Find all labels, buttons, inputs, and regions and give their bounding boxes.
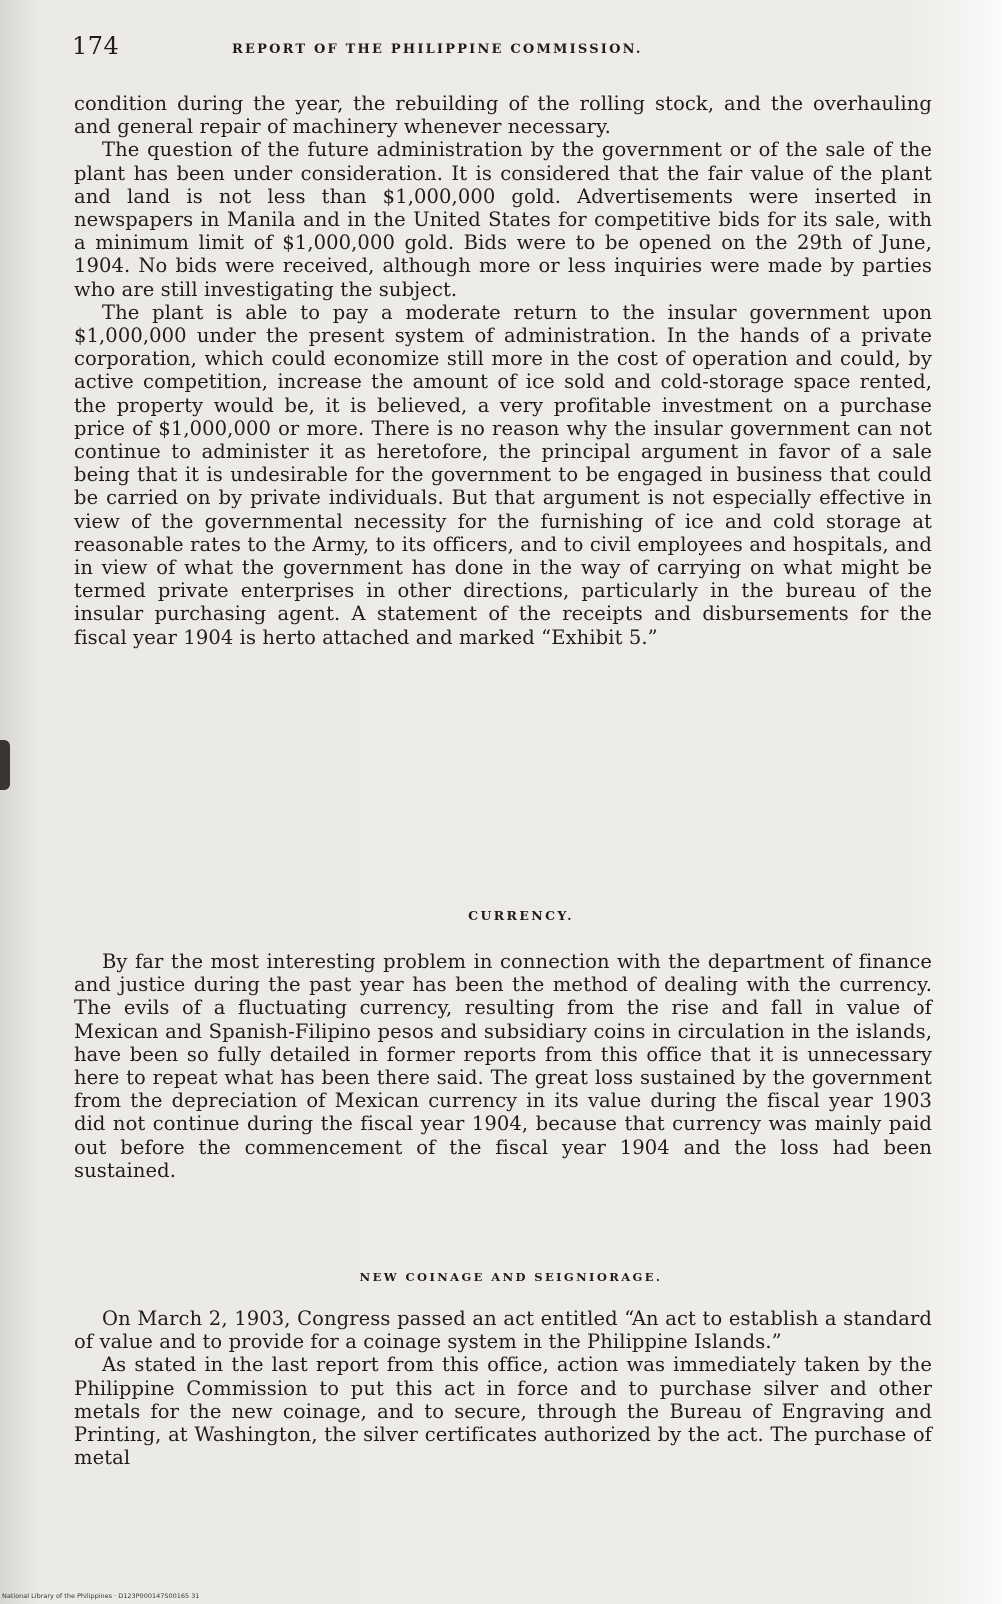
page-header	[72, 30, 932, 70]
paragraph: The plant is able to pay a moderate return to the insular government upon $1,000,000 under the present system of administration. In the hands of a private corporation, which could economize still more in the cost of operation and could, by active competition, increase the amount of ice sold and cold-storage space rented, the property would be, it is believed, a very profitable investment on a purchase price of $1,000,000 or more. There is no reason why the insular government can not continue to administer it as heretofore, the principal argument in favor of a sale being that it is undesirable for the government to be engaged in business that could be carried on by private individuals. But that argument is not especially effective in view of the governmental necessity for the furnishing of ice and cold storage at reasonable rates to the Army, to its officers, and to civil employees and hospitals, and in view of what the government has done in the way of carrying on what might be termed private enterprises in other directions, particularly in the bureau of the insular purchasing agent. A statement of the receipts and disbursements for the fiscal year 1904 is herto attached and marked “Exhibit 5.”	[74, 300, 932, 649]
paragraph: As stated in the last report from this office, action was immediately taken by the Philippine Commission to put this act in force and to purchase silver and other metals for the new coinage, and to secure, through the Bureau of Engraving and Printing, at Washington, the silver certificates authorized by the act. The purchase of metal	[74, 1353, 932, 1470]
paragraph: By far the most interesting problem in connection with the department of finance and justice during the past year has been the method of dealing with the currency. The evils of a fluctuating currency, resulting from the rise and fall in value of Mexican and Spanish-Filipino pesos and subsidiary coins in circulation in the islands, have been so fully detailed in former reports from this office that it is unnecessary here to repeat what has been there said. The great loss sustained by the government from the depreciation of Mexican currency in its value during the fiscal year 1903 did not continue during the fiscal year 1904, because that currency was mainly paid out before the commencement of the fiscal year 1904 and the loss had been sustained.	[74, 950, 932, 1182]
section-heading-currency: CURRENCY.	[468, 908, 574, 923]
running-head: REPORT OF THE PHILIPPINE COMMISSION.	[232, 42, 643, 57]
body-section-new-coinage	[74, 1307, 932, 1469]
body-section-ice-plant	[74, 92, 932, 649]
scan-stamp: National Library of the Philippines · D123P000147S00165 31	[2, 1592, 200, 1600]
page-number: 174	[72, 32, 120, 60]
section-heading-new-coinage: NEW COINAGE AND SEIGNIORAGE.	[359, 1270, 663, 1284]
paragraph: On March 2, 1903, Congress passed an act entitled “An act to establish a standard of value and to provide for a coinage system in the Philippine Islands.”	[74, 1307, 932, 1354]
body-section-currency	[74, 950, 932, 1182]
binding-shadow	[0, 740, 10, 790]
paragraph: condition during the year, the rebuilding of the rolling stock, and the overhauling and general repair of machinery whenever necessary.	[74, 92, 932, 139]
paragraph: The question of the future administration by the government or of the sale of the plant has been under consideration. It is considered that the fair value of the plant and land is not less than $1,000,000 gold. Advertisements were inserted in newspapers in Manila and in the United States for competitive bids for its sale, with a minimum limit of $1,000,000 gold. Bids were to be opened on the 29th of June, 1904. No bids were received, although more or less inquiries were made by parties who are still investigating the subject.	[74, 138, 932, 301]
